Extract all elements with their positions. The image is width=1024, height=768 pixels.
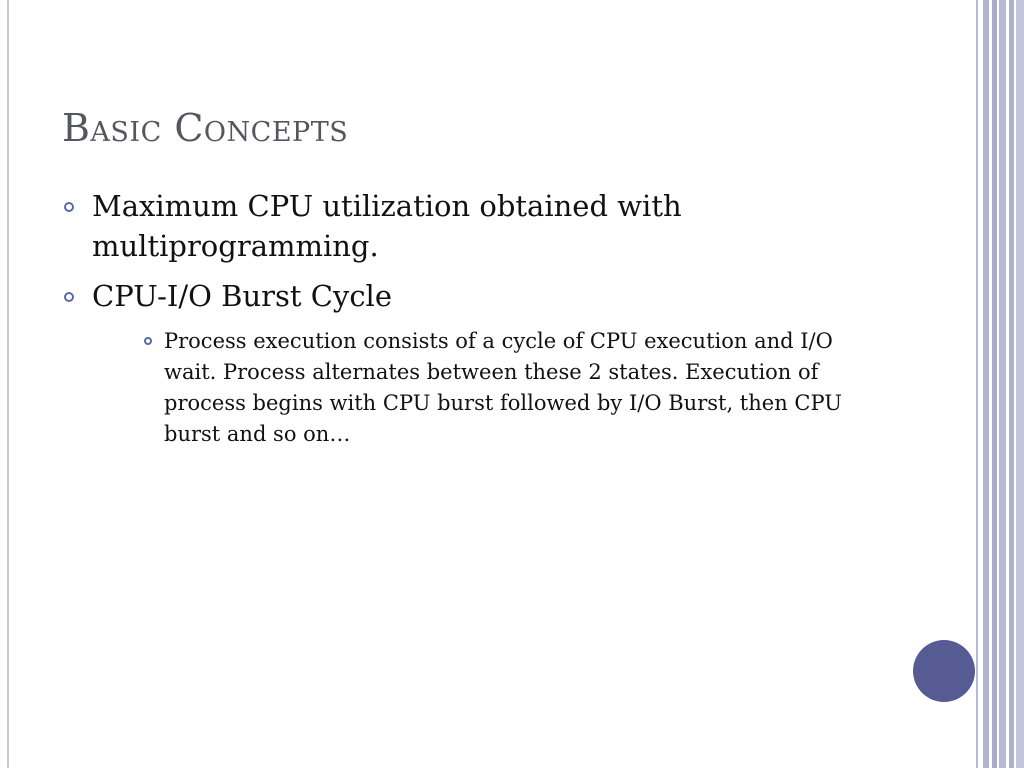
bullet-text: CPU-I/O Burst Cycle [92,279,392,313]
right-stripe [999,0,1006,768]
sub-bullet-item [164,326,874,450]
slide-content [62,186,902,450]
bullet-text: Maximum CPU utilization obtained with multiprogramming. [92,189,682,263]
sub-bullet-text: Process execution consists of a cycle of CPU execution and I/O wait. Process alternates between these 2 states. Execution of process begins with CPU burst followed by I/O Burst, then CPU burst and so on… [164,329,842,446]
ring-bullet-icon [144,337,152,345]
right-stripe [976,0,978,768]
ring-bullet-icon [64,292,74,302]
bullet-item [62,276,902,316]
left-border-line [7,0,9,768]
accent-circle-decoration [913,640,975,702]
right-stripe [1009,0,1014,768]
right-stripe [1016,0,1024,768]
bullet-item [62,186,902,266]
slide-title: Basic Concepts [62,106,349,150]
right-stripe [992,0,997,768]
right-stripe [983,0,989,768]
ring-bullet-icon [64,202,74,212]
